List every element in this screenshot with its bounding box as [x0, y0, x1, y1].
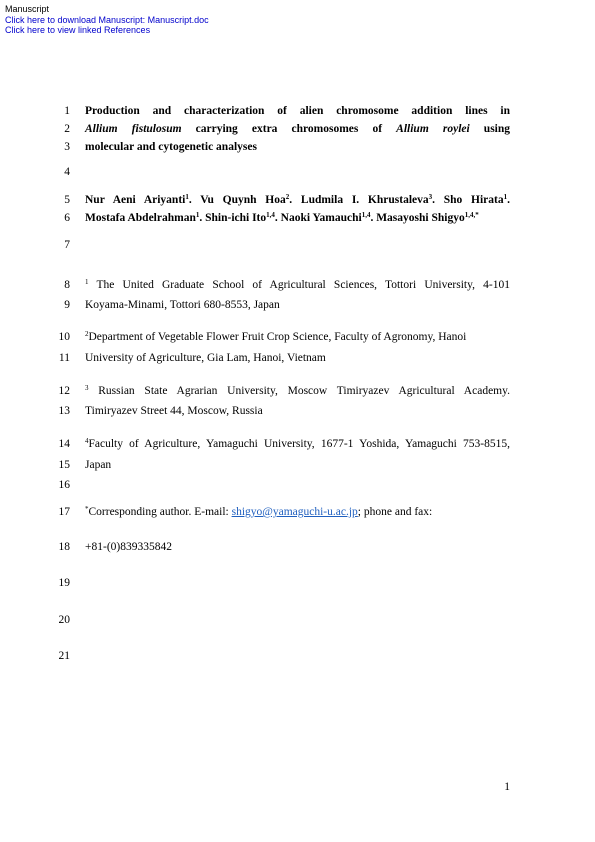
- affiliation-1-line-1: $^1$ The United Graduate School of Agricultural Sciences, Tottori University, 4-101: [85, 278, 510, 291]
- corresponding-email-link[interactable]: shigyo@yamaguchi-u.ac.jp: [231, 506, 358, 518]
- affiliation-2-line-1: $^2$Department of Vegetable Flower Fruit Crop Science, Faculty of Agronomy, Hanoi: [85, 330, 467, 343]
- phone-number: +81-(0)839335842: [85, 541, 172, 553]
- line-number: 12: [58, 385, 70, 397]
- line-number: 3: [64, 141, 70, 153]
- line-number: 7: [64, 239, 70, 251]
- title-line-1: Production and characterization of alien chromosome addition lines in: [85, 105, 510, 117]
- affiliation-4-line-1: $^4$Faculty of Agriculture, Yamaguchi University, 1677-1 Yoshida, Yamaguchi 753-8515,: [85, 437, 510, 450]
- title-line-3: molecular and cytogenetic analyses: [85, 141, 257, 153]
- line-number: 8: [64, 279, 70, 291]
- affiliation-4-line-2: Japan: [85, 459, 112, 471]
- line-number: 11: [58, 352, 70, 364]
- line-number: 16: [58, 479, 70, 491]
- manuscript-label: Manuscript: [5, 4, 50, 14]
- download-manuscript-link[interactable]: Click here to download Manuscript: Manuscript.doc: [5, 15, 209, 25]
- affiliation-2-line-2: University of Agriculture, Gia Lam, Hanoi, Vietnam: [85, 352, 326, 364]
- corresponding-author: *Corresponding author. E-mail: shigyo@yamaguchi-u.ac.jp; phone and fax:: [85, 505, 433, 518]
- line-number: 20: [58, 614, 70, 626]
- line-number: 10: [58, 331, 70, 343]
- line-number: 1: [64, 105, 70, 117]
- affiliation-3-line-2: Timiryazev Street 44, Moscow, Russia: [85, 405, 263, 417]
- authors-line-2: Mostafa Abdelrahman$^1$. Shin-ichi Ito$^{1,4}$. Naoki Yamauchi$^{1,4}$. Masayoshi Shigyo$^{1,4,*}$: [85, 211, 479, 224]
- line-number: 13: [58, 405, 70, 417]
- line-number: 21: [58, 650, 70, 662]
- line-number: 19: [58, 577, 70, 589]
- title-line-2: Allium fistulosum carrying extra chromosomes of Allium roylei using: [85, 123, 511, 135]
- line-number: 6: [64, 212, 70, 224]
- page-number: 1: [504, 781, 510, 793]
- affiliation-3-line-1: $^3$ Russian State Agrarian University, Moscow Timiryazev Agricultural Academy.: [85, 384, 510, 397]
- line-number: 5: [64, 194, 70, 206]
- line-number: 14: [58, 438, 70, 450]
- affiliation-1-line-2: Koyama-Minami, Tottori 680-8553, Japan: [85, 299, 280, 311]
- line-number: 2: [64, 123, 70, 135]
- line-number: 9: [64, 299, 70, 311]
- line-number: 17: [58, 506, 70, 518]
- line-number: 15: [58, 459, 70, 471]
- view-references-link[interactable]: Click here to view linked References: [5, 25, 151, 35]
- authors-line-1: Nur Aeni Ariyanti$^1$. Vu Quynh Hoa$^2$. Ludmila I. Khrustaleva$^3$. Sho Hirata$^1$.: [85, 193, 510, 206]
- line-number: 4: [64, 166, 70, 178]
- line-number: 18: [58, 541, 70, 553]
